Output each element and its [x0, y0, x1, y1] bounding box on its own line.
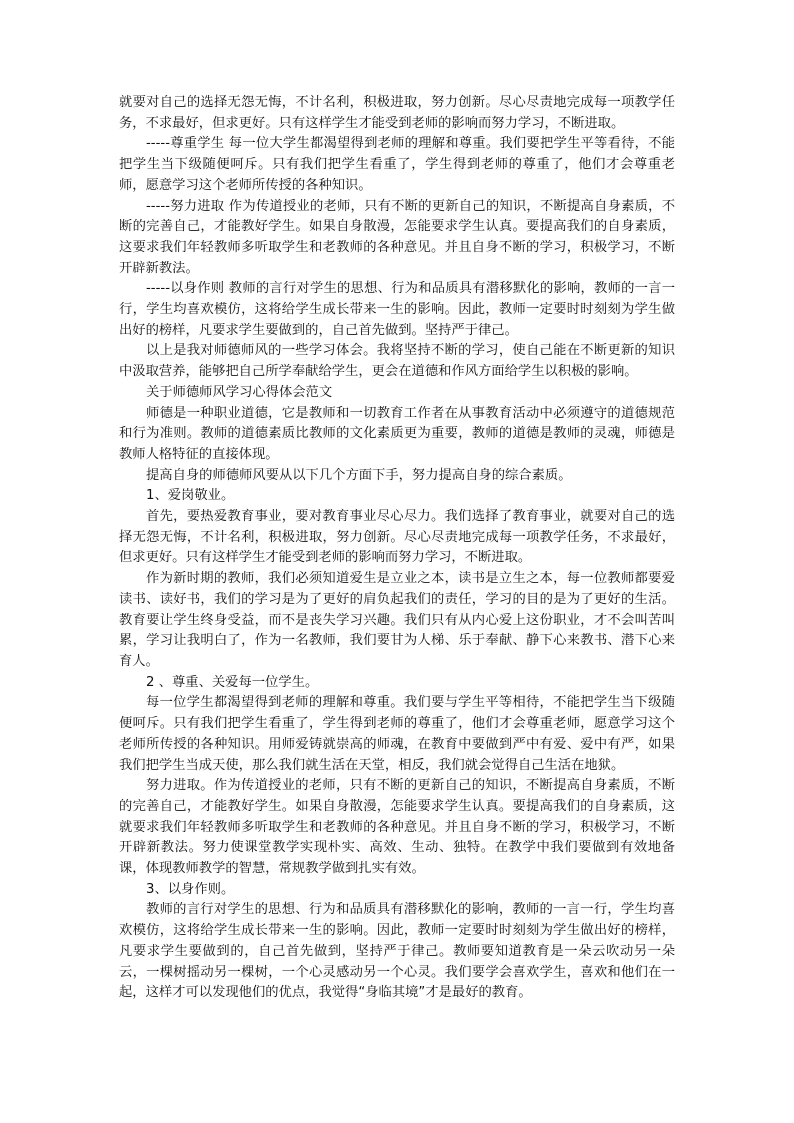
paragraph: 师德是一种职业道德，它是教师和一切教育工作者在从事教育活动中必须遵守的道德规范和行为准则。教师的道德素质比教师的文化素质更为重要，教师的道德是教师的灵魂，师德是教师人格特征的直接体现。	[119, 405, 675, 462]
section-heading-3: 3、以身作则。	[146, 881, 235, 897]
paragraph: 教师的言行对学生的思想、行为和品质具有潜移默化的影响，教师的一言一行，学生均喜欢模仿，这将给学生成长带来一生的影响。因此，教师一定要时时刻刻为学生做出好的榜样，凡要求学生要做到的，自己首先做到，坚持严于律己。教师要知道教育是一朵云吹动另一朵云，一棵树摇动另一棵树，一个心灵感动另一个心灵。我们要学会喜欢学生，喜欢和他们在一起，这样才可以发现他们的优点，我觉得“身临其境”才是最好的教育。	[119, 902, 675, 1001]
paragraph: 作为新时期的教师，我们必须知道爱生是立业之本，读书是立生之本，每一位教师都要爱读书、读好书，我们的学习是为了更好的肩负起我们的责任，学习的目的是为了更好的生活。教育要让学生终身受益，而不是丧失学习兴趣。我们只有从内心爱上这份职业，才不会叫苦叫累，学习让我明白了，作为一名教师，我们要甘为人梯、乐于奉献、静下心来教书、潜下心来育人。	[119, 571, 675, 669]
paragraph-respect-students: -----尊重学生 每一位大学生都渴望得到老师的理解和尊重。我们要把学生平等看待，不能把学生当下级随便呵斥。只有我们把学生看重了，学生得到老师的尊重了，他们才会尊重老师，愿意学习这个老师所传授的各种知识。	[119, 136, 675, 193]
paragraph: 首先，要热爱教育事业，要对教育事业尽心尽力。我们选择了教育事业，就要对自己的选择无怨无悔，不计名利，积极进取，努力创新。尽心尽责地完成每一项教学任务，不求最好，但求更好。只有这样学生才能受到老师的影响而努力学习，不断进取。	[119, 509, 675, 566]
paragraph-lead-by-example: -----以身作则 教师的言行对学生的思想、行为和品质具有潜移默化的影响，教师的一言一行，学生均喜欢模仿，这将给学生成长带来一生的影响。因此，教师一定要时时刻刻为学生做出好的榜样，凡要求学生要做到的，自己首先做到。坚持严于律己。	[119, 281, 675, 338]
document-body	[119, 93, 675, 1004]
section-heading-2: 2 、尊重、关爱每一位学生。	[146, 674, 319, 690]
paragraph: 每一位学生都渴望得到老师的理解和尊重。我们要与学生平等相待，不能把学生当下级随便呵斥。只有我们把学生看重了，学生得到老师的尊重了，他们才会尊重老师，愿意学习这个老师所传授的各种知识。用师爱铸就崇高的师魂，在教育中要做到严中有爱、爱中有严，如果我们把学生当成天使，那么我们就生活在天堂，相反，我们就会觉得自己生活在地狱。	[119, 695, 675, 773]
paragraph: 努力进取。作为传道授业的老师，只有不断的更新自己的知识，不断提高自身素质，不断的完善自己，才能教好学生。如果自身散漫，怎能要求学生认真。要提高我们的自身素质，这就要求我们年轻教师多听取学生和老教师的各种意见。并且自身不断的学习，积极学习，不断开辟新教法。努力使课堂教学实现朴实、高效、生动、独特。在教学中我们要做到有效地备课，体现教师教学的智慧，常规教学做到扎实有效。	[119, 778, 675, 877]
section-heading-1: 1、爱岗敬业。	[146, 488, 235, 504]
paragraph: 就要对自己的选择无怨无悔，不计名利，积极进取，努力创新。尽心尽责地完成每一项教学任务，不求最好，但求更好。只有这样学生才能受到老师的影响而努力学习，不断进取。	[119, 95, 675, 131]
paragraph-strive-progress: -----努力进取 作为传道授业的老师，只有不断的更新自己的知识，不断提高自身素质，不断的完善自己，才能教好学生。如果自身散漫，怎能要求学生认真。要提高我们的自身素质，这要求我们年轻教师多听取学生和老教师的各种意见。并且自身不断的学习，积极学习，不断开辟新教法。	[119, 198, 675, 276]
paragraph-summary: 以上是我对师德师风的一些学习体会。我将坚持不断的学习，使自己能在不断更新的知识中汲取营养，能够把自己所学奉献给学生，更会在道德和作风方面给学生以积极的影响。	[119, 343, 675, 380]
paragraph: 提高自身的师德师风要从以下几个方面下手，努力提高自身的综合素质。	[146, 467, 572, 483]
section-title: 关于师德师风学习心得体会范文	[146, 384, 333, 400]
